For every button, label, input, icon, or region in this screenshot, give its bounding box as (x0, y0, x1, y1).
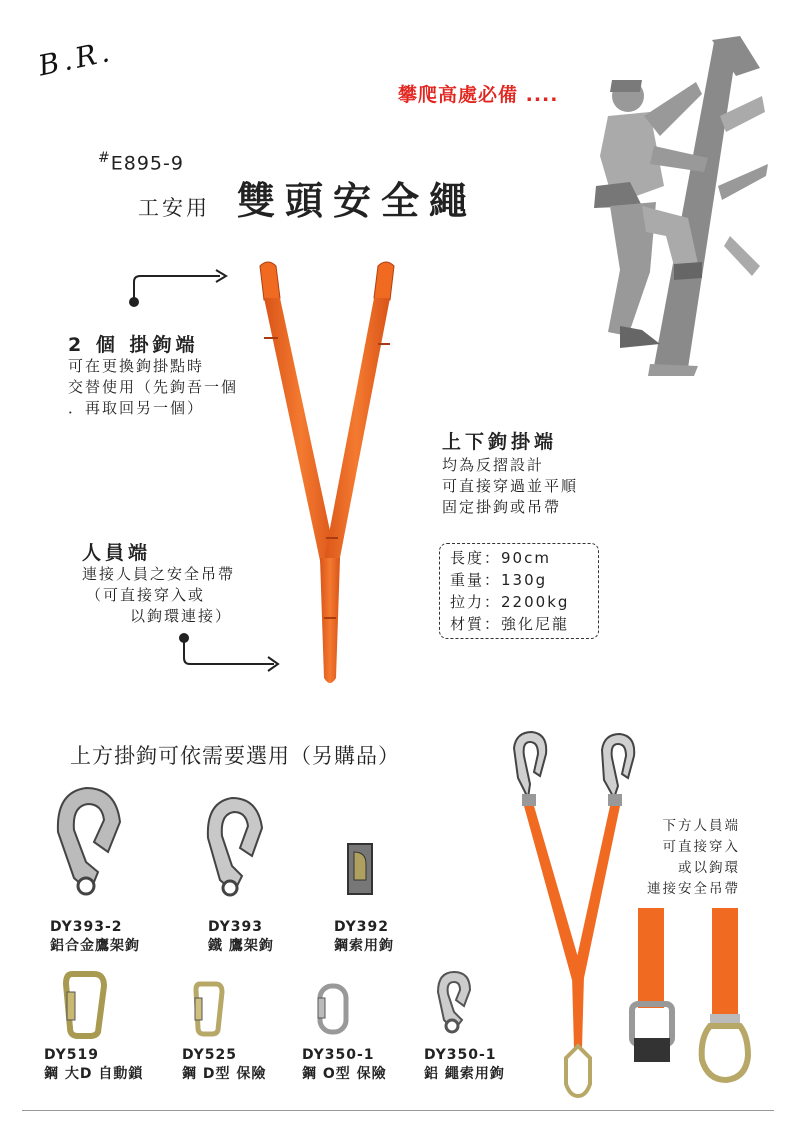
part-label-dy392: DY392 鋼索用鉤 (334, 919, 394, 954)
spec-list (450, 547, 569, 635)
y-lanyard-image (250, 258, 410, 690)
strap-end-closeup-image (628, 908, 758, 1088)
bottom-end-note: 下方人員端 可直接穿入 或以鉤環 連接安全吊帶 (647, 818, 740, 897)
d-screwlock-carabiner-icon (192, 980, 226, 1038)
product-title: 雙頭安全繩 (237, 179, 478, 223)
hook-end-heading: 2 個 掛鉤端 (68, 334, 199, 356)
product-code: #E895-9 (98, 150, 184, 175)
bottom-border (22, 1110, 774, 1111)
part-label-dy350-1-aluminum: DY350-1 鋁 繩索用鉤 (424, 1047, 505, 1082)
options-heading: 上方掛鉤可依需要選用（另購品） (70, 744, 400, 768)
product-subtitle: 工安用 (138, 196, 210, 220)
spec-length: 長度：90cm (450, 549, 551, 567)
hook-end-description: 可在更換鉤掛點時 交替使用（先鉤吾一個 ．再取回另一個） (68, 357, 239, 417)
top-bottom-end-description: 均為反摺設計 可直接穿過並平順 固定掛鉤或吊帶 (442, 456, 579, 516)
part-label-dy350-1-steel: DY350-1 鋼 O型 保險 (302, 1047, 387, 1082)
scaffold-hook-aluminum-icon (50, 782, 130, 902)
rope-hook-aluminum-icon (432, 966, 476, 1036)
part-label-dy519: DY519 鋼 大D 自動鎖 (44, 1047, 144, 1082)
person-end-heading: 人員端 (82, 542, 152, 564)
person-end-description: 連接人員之安全吊帶 （可直接穿入或 以鉤環連接） (82, 565, 236, 625)
slogan: 攀爬高處必備 .... (398, 84, 559, 106)
part-label-dy393-2: DY393-2 鋁合金鷹架鉤 (50, 919, 140, 954)
brand-logo: B.R. (35, 34, 117, 83)
spec-strength: 拉力：2200kg (450, 593, 570, 611)
arrow-to-hooks-icon (120, 264, 240, 314)
wire-rope-hook-icon (340, 840, 380, 898)
d-autolock-carabiner-icon (62, 970, 108, 1040)
spec-weight: 重量：130g (450, 571, 548, 589)
part-label-dy393: DY393 鐵 鷹架鉤 (208, 919, 274, 954)
climber-illustration (590, 36, 780, 376)
scaffold-hook-iron-icon (200, 792, 270, 902)
o-screwlock-carabiner-icon (316, 982, 350, 1036)
spec-material: 材質：強化尼龍 (450, 615, 570, 633)
top-bottom-end-heading: 上下鉤掛端 (442, 431, 558, 453)
part-label-dy525: DY525 鋼 D型 保險 (182, 1047, 267, 1082)
